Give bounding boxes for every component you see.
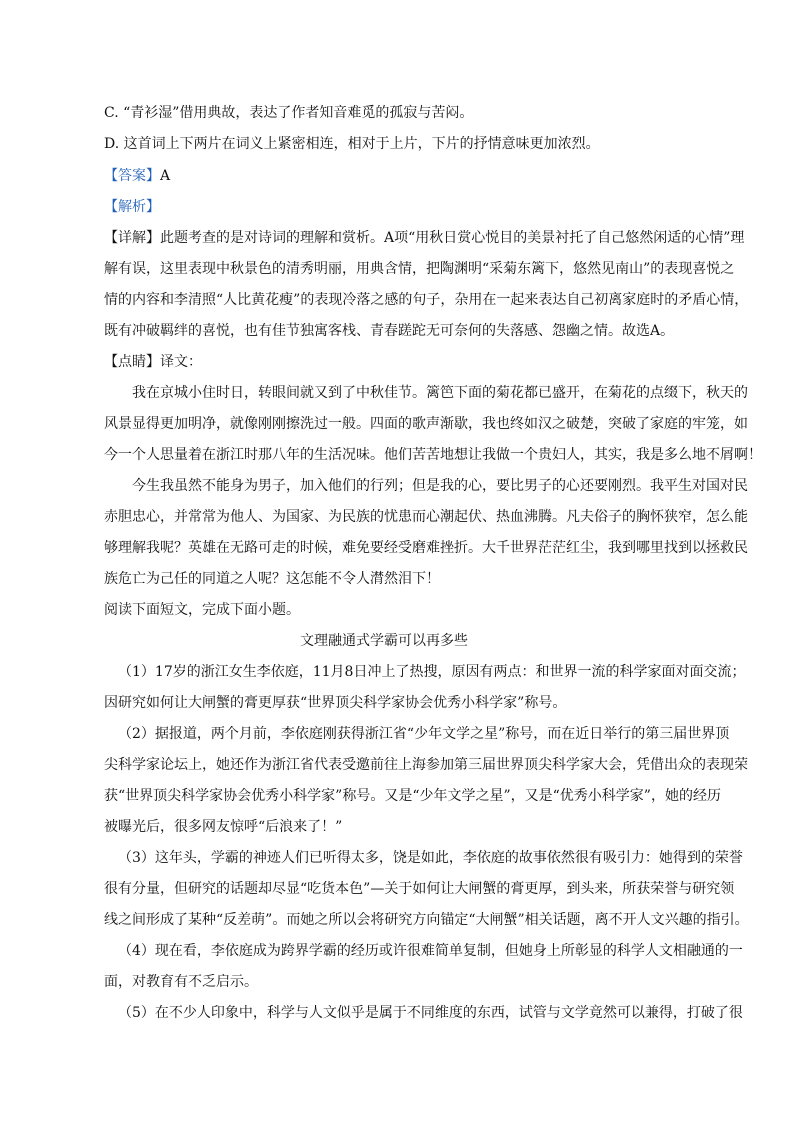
translation-line-1: 我在京城小住时日，转眼间就又到了中秋佳节。篱笆下面的菊花都已盛开，在菊花的点缀下，秋天的	[132, 385, 748, 401]
translation-line-5: 赤胆忠心，并常常为他人、为国家、为民族的忧患而心潮起伏、热血沸腾。凡夫俗子的胸怀狭窄，怎么能	[104, 509, 748, 525]
translation-line-6: 够理解我呢？英雄在无路可走的时候，难免要经受磨难挫折。大千世界茫茫红尘，我到哪里找到以拯救民	[104, 540, 748, 556]
reading-line-9: 线之间形成了某种“反差萌”。而她之所以会将研究方向锚定“大闸蟹”相关话题，离不开人文兴趣的指引。	[104, 912, 749, 928]
translation-line-3: 今一个人思量着在浙江时那八年的生活况味。他们苦苦地想让我做一个贵妇人，其实，我是多么地不屑啊！	[104, 447, 762, 463]
note-text: 译文：	[160, 354, 202, 370]
note-line	[104, 352, 202, 372]
reading-title: 文理融通式学霸可以再多些	[300, 633, 468, 649]
detail-line-1	[104, 228, 744, 248]
reading-line-10: （4）现在看，李依庭成为跨界学霸的经历或许很难简单复制，但她身上所彰显的科学人文相融通的一	[118, 943, 743, 959]
answer-line	[104, 166, 170, 186]
choice-d: D. 这首词上下两片在词义上紧密相连，相对于上片，下片的抒情意味更加浓烈。	[104, 136, 600, 152]
reading-line-11: 面，对教育有不乏启示。	[104, 974, 258, 990]
detail-line-4: 既有冲破羁绊的喜悦，也有佳节独寓客栈、青春蹉跎无可奈何的失落感、怨幽之情。故选A。	[104, 323, 675, 339]
reading-line-2: 因研究如何让大闸蟹的膏更厚获“世界顶尖科学家协会优秀小科学家”称号。	[104, 695, 567, 711]
note-label: 【点睛】	[104, 354, 160, 370]
answer-label: 【答案】	[104, 168, 160, 184]
reading-line-3: （2）据报道，两个月前，李依庭刚获得浙江省“少年文学之星”称号，而在近日举行的第三届世界顶	[118, 726, 730, 742]
choice-c: C. “青衫湿”借用典故，表达了作者知音难觅的孤寂与苦闷。	[104, 105, 474, 121]
translation-line-7: 族危亡为己任的同道之人呢？这怎能不令人潸然泪下！	[104, 571, 440, 587]
detail-line-2: 解有误，这里表现中秋景色的清秀明丽，用典含情，把陶渊明“采菊东篱下，悠然见南山”的表现喜悦之	[104, 261, 735, 277]
reading-line-4: 尖科学家论坛上，她还作为浙江省代表受邀前往上海参加第三届世界顶尖科学家大会，凭借出众的表现荣	[104, 757, 748, 773]
analysis-label: 【解析】	[104, 199, 160, 215]
answer-value: A	[160, 168, 171, 184]
translation-line-4: 今生我虽然不能身为男子，加入他们的行列；但是我的心，要比男子的心还要刚烈。我平生对国对民	[132, 478, 748, 494]
reading-line-8: 很有分量，但研究的话题却尽显“吃货本色”—关于如何让大闸蟹的膏更厚，到头来，所获荣誉与研究领	[104, 881, 735, 897]
reading-line-6: 被曝光后，很多网友惊呼“后浪来了！”	[104, 819, 343, 835]
reading-line-7: （3）这年头，学霸的神迹人们已听得太多，饶是如此，李依庭的故事依然很有吸引力：她得到的荣誉	[118, 850, 743, 866]
reading-line-1: （1）17岁的浙江女生李依庭，11月8日冲上了热搜，原因有两点：和世界一流的科学家面对面交流；	[118, 664, 746, 680]
detail-text-1: 此题考查的是对诗词的理解和赏析。A项“用秋日赏心悦目的美景衬托了自己悠然闲适的心情”理	[160, 230, 745, 246]
reading-instruction: 阅读下面短文，完成下面小题。	[104, 602, 300, 618]
translation-line-2: 风景显得更加明净，就像刚刚擦洗过一般。四面的歌声渐歇，我也终如汉之破楚，突破了家庭的牢笼，如	[104, 416, 748, 432]
detail-label: 【详解】	[104, 230, 160, 246]
reading-line-12: （5）在不少人印象中，科学与人文似乎是属于不同维度的东西，试管与文学竟然可以兼得，打破了很	[118, 1005, 743, 1021]
detail-line-3: 情的内容和李清照“人比黄花瘦”的表现冷落之感的句子，杂用在一起来表达自己初离家庭时的矛盾心情，	[104, 292, 749, 308]
reading-line-5: 获“世界顶尖科学家协会优秀小科学家”称号。又是“少年文学之星”，又是“优秀小科学家”，她的经历	[104, 788, 721, 804]
